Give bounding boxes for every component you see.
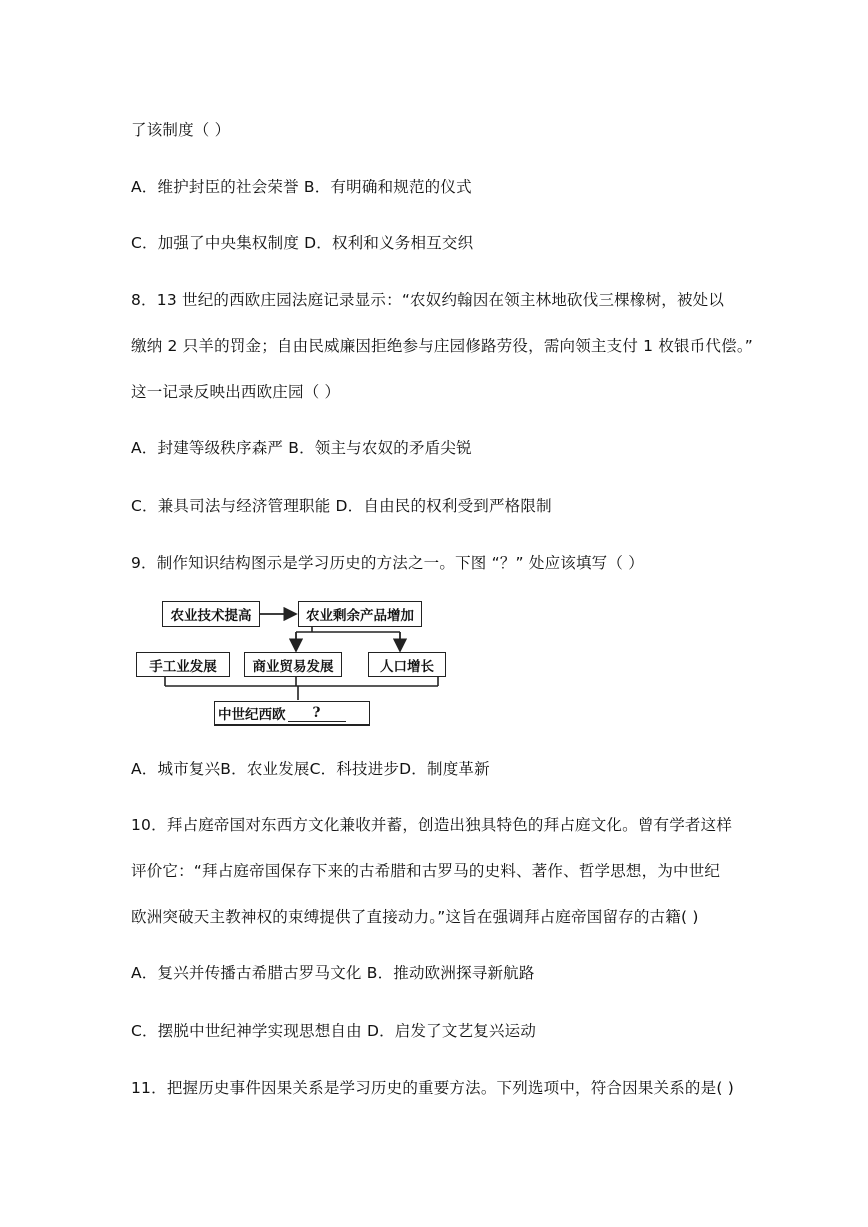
q7-options-cd: C．加强了中央集权制度 D．权利和义务相互交织 <box>131 234 474 252</box>
box-trade: 商业贸易发展 <box>244 652 342 677</box>
box-agri-surplus: 农业剩余产品增加 <box>298 601 422 627</box>
q8-options-ab: A．封建等级秩序森严 B．领主与农奴的矛盾尖锐 <box>131 439 472 457</box>
q10-stem-line2: 评价它：“拜占庭帝国保存下来的古希腊和古罗马的史料、著作、哲学思想，为中世纪 <box>131 862 721 880</box>
result-prefix: 中世纪西欧 <box>218 707 286 723</box>
q8-stem-line2: 缴纳 2 只羊的罚金；自由民威廉因拒绝参与庄园修路劳役，需向领主支付 1 枚银币代偿。” <box>131 337 754 355</box>
q11-stem: 11．把握历史事件因果关系是学习历史的重要方法。下列选项中，符合因果关系的是( ) <box>131 1079 734 1097</box>
q10-stem-line3: 欧洲突破天主教神权的束缚提供了直接动力。”这旨在强调拜占庭帝国留存的古籍( ) <box>131 908 699 926</box>
q10-options-cd: C．摆脱中世纪神学实现思想自由 D．启发了文艺复兴运动 <box>131 1022 537 1040</box>
box-agri-tech: 农业技术提高 <box>162 601 260 627</box>
q10-options-ab: A．复兴并传播古希腊古罗马文化 B．推动欧洲探寻新航路 <box>131 964 535 982</box>
q10-stem-line1: 10．拜占庭帝国对东西方文化兼收并蓄，创造出独具特色的拜占庭文化。曾有学者这样 <box>131 816 733 834</box>
q8-stem-line3: 这一记录反映出西欧庄园（ ） <box>131 383 341 401</box>
q8-stem-line1: 8．13 世纪的西欧庄园法庭记录显示：“农奴约翰因在领主林地砍伐三棵橡树，被处以 <box>131 291 725 309</box>
box-population: 人口增长 <box>368 652 446 677</box>
q9-stem: 9．制作知识结构图示是学习历史的方法之一。下图 “？” 处应该填写（ ） <box>131 554 644 572</box>
q9-options: A．城市复兴B．农业发展C．科技进步D．制度革新 <box>131 760 490 778</box>
q8-options-cd: C．兼具司法与经济管理职能 D．自由民的权利受到严格限制 <box>131 497 552 515</box>
knowledge-structure-diagram <box>130 596 450 728</box>
box-result <box>214 701 370 726</box>
result-blank: ? <box>288 705 346 722</box>
box-handicraft: 手工业发展 <box>136 652 230 677</box>
q7-options-ab: A．维护封臣的社会荣誉 B．有明确和规范的仪式 <box>131 178 472 196</box>
q7-stem-end: 了该制度（ ） <box>131 121 231 139</box>
